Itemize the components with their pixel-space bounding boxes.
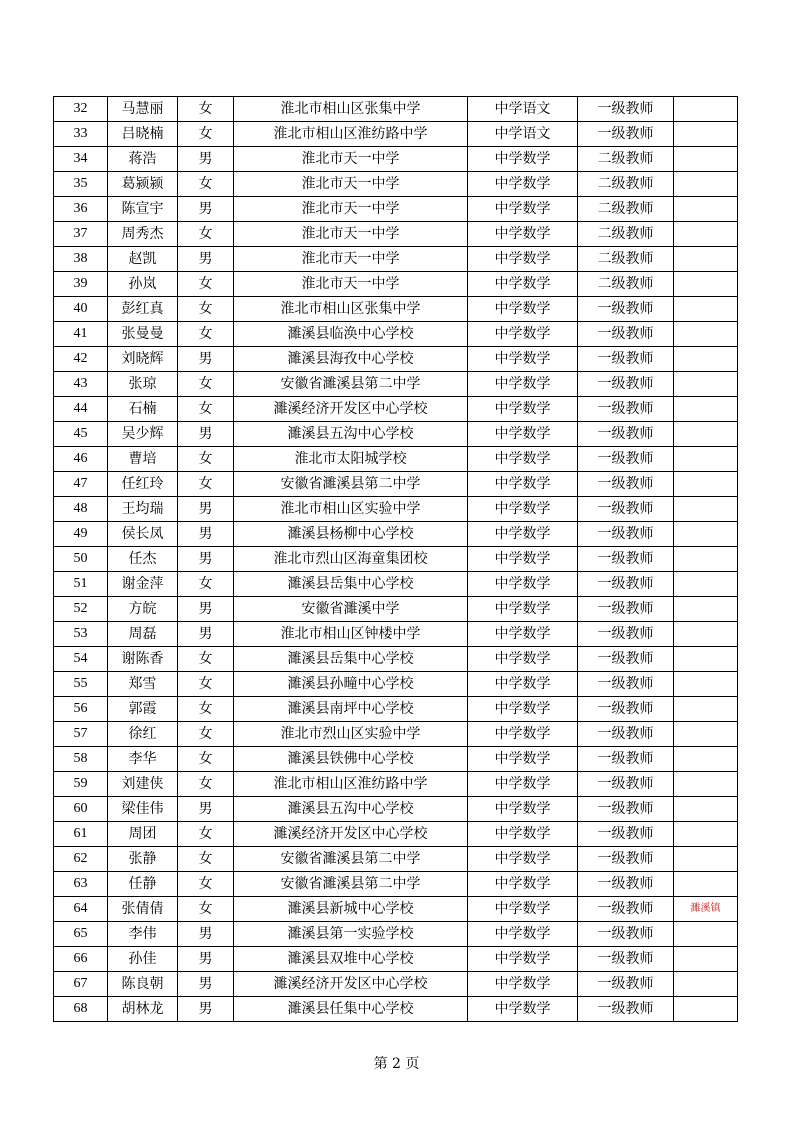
teacher-title-cell: 一级教师 bbox=[578, 672, 674, 697]
table-row bbox=[54, 322, 738, 347]
teacher-title-cell: 二级教师 bbox=[578, 247, 674, 272]
table-row bbox=[54, 272, 738, 297]
teacher-title-cell: 一级教师 bbox=[578, 347, 674, 372]
school-name-cell: 淮北市相山区淮纺路中学 bbox=[234, 122, 468, 147]
subject-cell: 中学数学 bbox=[468, 547, 578, 572]
row-number-cell: 57 bbox=[54, 722, 108, 747]
subject-cell: 中学数学 bbox=[468, 697, 578, 722]
teacher-title-cell: 一级教师 bbox=[578, 747, 674, 772]
subject-cell: 中学语文 bbox=[468, 122, 578, 147]
table-row bbox=[54, 947, 738, 972]
row-number-cell: 65 bbox=[54, 922, 108, 947]
teacher-title-cell: 一级教师 bbox=[578, 722, 674, 747]
subject-cell: 中学数学 bbox=[468, 997, 578, 1022]
teacher-title-cell: 一级教师 bbox=[578, 647, 674, 672]
school-name-cell: 濉溪县海孜中心学校 bbox=[234, 347, 468, 372]
remark-cell bbox=[674, 772, 738, 797]
subject-cell: 中学数学 bbox=[468, 197, 578, 222]
remark-cell bbox=[674, 247, 738, 272]
teacher-title-cell: 一级教师 bbox=[578, 997, 674, 1022]
teacher-gender-cell: 男 bbox=[178, 947, 234, 972]
remark-cell bbox=[674, 272, 738, 297]
teacher-gender-cell: 男 bbox=[178, 622, 234, 647]
table-row bbox=[54, 872, 738, 897]
row-number-cell: 39 bbox=[54, 272, 108, 297]
school-name-cell: 安徽省濉溪县第二中学 bbox=[234, 472, 468, 497]
teacher-name-cell: 陈良朝 bbox=[108, 972, 178, 997]
teacher-gender-cell: 女 bbox=[178, 97, 234, 122]
subject-cell: 中学数学 bbox=[468, 272, 578, 297]
remark-cell bbox=[674, 972, 738, 997]
row-number-cell: 53 bbox=[54, 622, 108, 647]
row-number-cell: 33 bbox=[54, 122, 108, 147]
teacher-gender-cell: 男 bbox=[178, 547, 234, 572]
row-number-cell: 62 bbox=[54, 847, 108, 872]
table-row bbox=[54, 697, 738, 722]
school-name-cell: 淮北市天一中学 bbox=[234, 197, 468, 222]
subject-cell: 中学数学 bbox=[468, 597, 578, 622]
remark-cell bbox=[674, 322, 738, 347]
remark-cell: 濉溪镇 bbox=[674, 897, 738, 922]
subject-cell: 中学数学 bbox=[468, 622, 578, 647]
teacher-title-cell: 一级教师 bbox=[578, 797, 674, 822]
teacher-gender-cell: 男 bbox=[178, 597, 234, 622]
school-name-cell: 濉溪县五沟中心学校 bbox=[234, 422, 468, 447]
row-number-cell: 50 bbox=[54, 547, 108, 572]
table-row bbox=[54, 897, 738, 922]
row-number-cell: 52 bbox=[54, 597, 108, 622]
teacher-gender-cell: 女 bbox=[178, 222, 234, 247]
teacher-title-cell: 一级教师 bbox=[578, 597, 674, 622]
teacher-gender-cell: 男 bbox=[178, 347, 234, 372]
teacher-name-cell: 蒋浩 bbox=[108, 147, 178, 172]
teacher-gender-cell: 男 bbox=[178, 997, 234, 1022]
remark-cell bbox=[674, 822, 738, 847]
teacher-name-cell: 石楠 bbox=[108, 397, 178, 422]
remark-cell bbox=[674, 872, 738, 897]
school-name-cell: 濉溪县岳集中心学校 bbox=[234, 572, 468, 597]
remark-cell bbox=[674, 522, 738, 547]
teacher-title-cell: 一级教师 bbox=[578, 297, 674, 322]
table-row bbox=[54, 372, 738, 397]
table-row bbox=[54, 672, 738, 697]
teacher-name-cell: 刘建侠 bbox=[108, 772, 178, 797]
subject-cell: 中学数学 bbox=[468, 472, 578, 497]
subject-cell: 中学数学 bbox=[468, 422, 578, 447]
school-name-cell: 淮北市天一中学 bbox=[234, 247, 468, 272]
teacher-name-cell: 张静 bbox=[108, 847, 178, 872]
school-name-cell: 淮北市天一中学 bbox=[234, 272, 468, 297]
teacher-name-cell: 马慧丽 bbox=[108, 97, 178, 122]
remark-cell bbox=[674, 572, 738, 597]
teacher-name-cell: 侯长凤 bbox=[108, 522, 178, 547]
table-row bbox=[54, 247, 738, 272]
subject-cell: 中学数学 bbox=[468, 297, 578, 322]
subject-cell: 中学数学 bbox=[468, 772, 578, 797]
subject-cell: 中学数学 bbox=[468, 247, 578, 272]
table-row bbox=[54, 772, 738, 797]
school-name-cell: 淮北市相山区淮纺路中学 bbox=[234, 772, 468, 797]
school-name-cell: 濉溪县新城中心学校 bbox=[234, 897, 468, 922]
table-row bbox=[54, 497, 738, 522]
subject-cell: 中学数学 bbox=[468, 447, 578, 472]
subject-cell: 中学数学 bbox=[468, 147, 578, 172]
school-name-cell: 淮北市天一中学 bbox=[234, 222, 468, 247]
remark-cell bbox=[674, 97, 738, 122]
table-row bbox=[54, 122, 738, 147]
school-name-cell: 濉溪经济开发区中心学校 bbox=[234, 397, 468, 422]
teacher-gender-cell: 女 bbox=[178, 122, 234, 147]
row-number-cell: 48 bbox=[54, 497, 108, 522]
school-name-cell: 安徽省濉溪县第二中学 bbox=[234, 372, 468, 397]
teacher-gender-cell: 男 bbox=[178, 247, 234, 272]
teacher-name-cell: 葛颍颍 bbox=[108, 172, 178, 197]
table-row bbox=[54, 722, 738, 747]
school-name-cell: 濉溪县南坪中心学校 bbox=[234, 697, 468, 722]
remark-cell bbox=[674, 697, 738, 722]
teacher-name-cell: 孙佳 bbox=[108, 947, 178, 972]
subject-cell: 中学数学 bbox=[468, 397, 578, 422]
table-row bbox=[54, 822, 738, 847]
teacher-title-cell: 二级教师 bbox=[578, 272, 674, 297]
teacher-title-cell: 一级教师 bbox=[578, 697, 674, 722]
subject-cell: 中学数学 bbox=[468, 372, 578, 397]
remark-cell bbox=[674, 922, 738, 947]
teacher-gender-cell: 女 bbox=[178, 447, 234, 472]
row-number-cell: 38 bbox=[54, 247, 108, 272]
teacher-name-cell: 赵凯 bbox=[108, 247, 178, 272]
teacher-title-cell: 一级教师 bbox=[578, 422, 674, 447]
teacher-gender-cell: 男 bbox=[178, 197, 234, 222]
subject-cell: 中学数学 bbox=[468, 572, 578, 597]
teacher-gender-cell: 女 bbox=[178, 722, 234, 747]
school-name-cell: 淮北市天一中学 bbox=[234, 172, 468, 197]
subject-cell: 中学数学 bbox=[468, 172, 578, 197]
teacher-title-cell: 二级教师 bbox=[578, 222, 674, 247]
remark-cell bbox=[674, 597, 738, 622]
teacher-gender-cell: 女 bbox=[178, 297, 234, 322]
row-number-cell: 40 bbox=[54, 297, 108, 322]
teacher-gender-cell: 女 bbox=[178, 397, 234, 422]
table-row bbox=[54, 997, 738, 1022]
teacher-name-cell: 张倩倩 bbox=[108, 897, 178, 922]
teacher-name-cell: 谢金萍 bbox=[108, 572, 178, 597]
teacher-gender-cell: 男 bbox=[178, 522, 234, 547]
subject-cell: 中学数学 bbox=[468, 497, 578, 522]
row-number-cell: 56 bbox=[54, 697, 108, 722]
remark-cell bbox=[674, 197, 738, 222]
teacher-name-cell: 方皖 bbox=[108, 597, 178, 622]
row-number-cell: 54 bbox=[54, 647, 108, 672]
school-name-cell: 濉溪县第一实验学校 bbox=[234, 922, 468, 947]
teacher-name-cell: 吴少辉 bbox=[108, 422, 178, 447]
teacher-gender-cell: 女 bbox=[178, 822, 234, 847]
school-name-cell: 安徽省濉溪县第二中学 bbox=[234, 847, 468, 872]
remark-cell bbox=[674, 347, 738, 372]
table-row bbox=[54, 597, 738, 622]
school-name-cell: 濉溪经济开发区中心学校 bbox=[234, 822, 468, 847]
row-number-cell: 61 bbox=[54, 822, 108, 847]
teacher-gender-cell: 女 bbox=[178, 172, 234, 197]
teacher-title-cell: 一级教师 bbox=[578, 847, 674, 872]
school-name-cell: 濉溪县任集中心学校 bbox=[234, 997, 468, 1022]
teacher-title-cell: 一级教师 bbox=[578, 397, 674, 422]
row-number-cell: 63 bbox=[54, 872, 108, 897]
table-row bbox=[54, 297, 738, 322]
row-number-cell: 36 bbox=[54, 197, 108, 222]
teacher-gender-cell: 女 bbox=[178, 697, 234, 722]
table-body bbox=[54, 97, 738, 1022]
teacher-title-cell: 一级教师 bbox=[578, 322, 674, 347]
teacher-name-cell: 李华 bbox=[108, 747, 178, 772]
row-number-cell: 35 bbox=[54, 172, 108, 197]
remark-cell bbox=[674, 497, 738, 522]
teacher-title-cell: 一级教师 bbox=[578, 97, 674, 122]
table-row bbox=[54, 197, 738, 222]
teacher-name-cell: 周团 bbox=[108, 822, 178, 847]
subject-cell: 中学数学 bbox=[468, 747, 578, 772]
teacher-title-cell: 二级教师 bbox=[578, 147, 674, 172]
school-name-cell: 淮北市相山区钟楼中学 bbox=[234, 622, 468, 647]
table-row bbox=[54, 422, 738, 447]
teacher-gender-cell: 男 bbox=[178, 422, 234, 447]
table-row bbox=[54, 522, 738, 547]
teacher-title-cell: 一级教师 bbox=[578, 522, 674, 547]
teacher-title-cell: 二级教师 bbox=[578, 172, 674, 197]
teacher-gender-cell: 男 bbox=[178, 147, 234, 172]
school-name-cell: 濉溪县铁佛中心学校 bbox=[234, 747, 468, 772]
row-number-cell: 34 bbox=[54, 147, 108, 172]
remark-cell bbox=[674, 172, 738, 197]
teacher-title-cell: 二级教师 bbox=[578, 197, 674, 222]
school-name-cell: 淮北市烈山区实验中学 bbox=[234, 722, 468, 747]
remark-cell bbox=[674, 947, 738, 972]
teacher-name-cell: 郑雪 bbox=[108, 672, 178, 697]
teacher-name-cell: 任静 bbox=[108, 872, 178, 897]
teacher-name-cell: 陈宣宇 bbox=[108, 197, 178, 222]
row-number-cell: 32 bbox=[54, 97, 108, 122]
subject-cell: 中学数学 bbox=[468, 872, 578, 897]
remark-cell bbox=[674, 147, 738, 172]
teacher-title-cell: 一级教师 bbox=[578, 547, 674, 572]
teacher-name-cell: 徐红 bbox=[108, 722, 178, 747]
row-number-cell: 45 bbox=[54, 422, 108, 447]
remark-cell bbox=[674, 997, 738, 1022]
row-number-cell: 68 bbox=[54, 997, 108, 1022]
teacher-gender-cell: 女 bbox=[178, 747, 234, 772]
teacher-title-cell: 一级教师 bbox=[578, 972, 674, 997]
remark-cell bbox=[674, 547, 738, 572]
row-number-cell: 64 bbox=[54, 897, 108, 922]
table-row bbox=[54, 647, 738, 672]
remark-cell bbox=[674, 622, 738, 647]
table-row bbox=[54, 972, 738, 997]
teacher-name-cell: 周秀杰 bbox=[108, 222, 178, 247]
teacher-name-cell: 郭霞 bbox=[108, 697, 178, 722]
table-row bbox=[54, 572, 738, 597]
remark-cell bbox=[674, 797, 738, 822]
subject-cell: 中学数学 bbox=[468, 797, 578, 822]
subject-cell: 中学数学 bbox=[468, 897, 578, 922]
teacher-name-cell: 张琼 bbox=[108, 372, 178, 397]
school-name-cell: 淮北市相山区张集中学 bbox=[234, 97, 468, 122]
teacher-name-cell: 谢陈香 bbox=[108, 647, 178, 672]
teacher-title-cell: 一级教师 bbox=[578, 372, 674, 397]
teacher-gender-cell: 女 bbox=[178, 872, 234, 897]
table-row bbox=[54, 347, 738, 372]
row-number-cell: 41 bbox=[54, 322, 108, 347]
subject-cell: 中学数学 bbox=[468, 672, 578, 697]
row-number-cell: 42 bbox=[54, 347, 108, 372]
teacher-roster-table bbox=[53, 96, 738, 1022]
row-number-cell: 49 bbox=[54, 522, 108, 547]
remark-cell bbox=[674, 747, 738, 772]
table-row bbox=[54, 97, 738, 122]
row-number-cell: 60 bbox=[54, 797, 108, 822]
subject-cell: 中学数学 bbox=[468, 322, 578, 347]
teacher-gender-cell: 女 bbox=[178, 322, 234, 347]
teacher-name-cell: 刘晓辉 bbox=[108, 347, 178, 372]
remark-cell bbox=[674, 397, 738, 422]
row-number-cell: 55 bbox=[54, 672, 108, 697]
table-row bbox=[54, 472, 738, 497]
row-number-cell: 67 bbox=[54, 972, 108, 997]
school-name-cell: 濉溪县五沟中心学校 bbox=[234, 797, 468, 822]
remark-cell bbox=[674, 222, 738, 247]
remark-cell bbox=[674, 847, 738, 872]
teacher-title-cell: 一级教师 bbox=[578, 947, 674, 972]
table-row bbox=[54, 172, 738, 197]
subject-cell: 中学数学 bbox=[468, 222, 578, 247]
table-row bbox=[54, 847, 738, 872]
table-row bbox=[54, 922, 738, 947]
teacher-title-cell: 一级教师 bbox=[578, 622, 674, 647]
teacher-gender-cell: 女 bbox=[178, 572, 234, 597]
school-name-cell: 濉溪县双堆中心学校 bbox=[234, 947, 468, 972]
teacher-gender-cell: 女 bbox=[178, 272, 234, 297]
school-name-cell: 淮北市烈山区海童集团校 bbox=[234, 547, 468, 572]
remark-cell bbox=[674, 672, 738, 697]
teacher-title-cell: 一级教师 bbox=[578, 122, 674, 147]
remark-cell bbox=[674, 122, 738, 147]
teacher-gender-cell: 女 bbox=[178, 647, 234, 672]
row-number-cell: 66 bbox=[54, 947, 108, 972]
school-name-cell: 濉溪经济开发区中心学校 bbox=[234, 972, 468, 997]
table-row bbox=[54, 397, 738, 422]
school-name-cell: 淮北市相山区张集中学 bbox=[234, 297, 468, 322]
row-number-cell: 44 bbox=[54, 397, 108, 422]
teacher-gender-cell: 女 bbox=[178, 472, 234, 497]
teacher-gender-cell: 女 bbox=[178, 897, 234, 922]
teacher-gender-cell: 女 bbox=[178, 672, 234, 697]
table-row bbox=[54, 222, 738, 247]
remark-cell bbox=[674, 422, 738, 447]
row-number-cell: 43 bbox=[54, 372, 108, 397]
teacher-gender-cell: 男 bbox=[178, 497, 234, 522]
table-row bbox=[54, 447, 738, 472]
teacher-name-cell: 孙岚 bbox=[108, 272, 178, 297]
row-number-cell: 46 bbox=[54, 447, 108, 472]
row-number-cell: 59 bbox=[54, 772, 108, 797]
teacher-name-cell: 梁佳伟 bbox=[108, 797, 178, 822]
school-name-cell: 濉溪县杨柳中心学校 bbox=[234, 522, 468, 547]
school-name-cell: 淮北市太阳城学校 bbox=[234, 447, 468, 472]
teacher-name-cell: 李伟 bbox=[108, 922, 178, 947]
teacher-title-cell: 一级教师 bbox=[578, 772, 674, 797]
school-name-cell: 濉溪县岳集中心学校 bbox=[234, 647, 468, 672]
teacher-name-cell: 王均瑞 bbox=[108, 497, 178, 522]
row-number-cell: 47 bbox=[54, 472, 108, 497]
teacher-title-cell: 一级教师 bbox=[578, 897, 674, 922]
table-row bbox=[54, 147, 738, 172]
teacher-title-cell: 一级教师 bbox=[578, 447, 674, 472]
teacher-title-cell: 一级教师 bbox=[578, 872, 674, 897]
subject-cell: 中学数学 bbox=[468, 822, 578, 847]
school-name-cell: 安徽省濉溪中学 bbox=[234, 597, 468, 622]
teacher-title-cell: 一级教师 bbox=[578, 822, 674, 847]
teacher-name-cell: 任杰 bbox=[108, 547, 178, 572]
teacher-name-cell: 任红玲 bbox=[108, 472, 178, 497]
table-row bbox=[54, 547, 738, 572]
teacher-title-cell: 一级教师 bbox=[578, 497, 674, 522]
school-name-cell: 淮北市天一中学 bbox=[234, 147, 468, 172]
teacher-name-cell: 张曼曼 bbox=[108, 322, 178, 347]
teacher-gender-cell: 男 bbox=[178, 972, 234, 997]
subject-cell: 中学数学 bbox=[468, 922, 578, 947]
teacher-name-cell: 彭红真 bbox=[108, 297, 178, 322]
school-name-cell: 淮北市相山区实验中学 bbox=[234, 497, 468, 522]
remark-cell bbox=[674, 472, 738, 497]
teacher-gender-cell: 男 bbox=[178, 922, 234, 947]
table-row bbox=[54, 797, 738, 822]
subject-cell: 中学数学 bbox=[468, 722, 578, 747]
table-row bbox=[54, 622, 738, 647]
remark-cell bbox=[674, 297, 738, 322]
school-name-cell: 濉溪县孙疃中心学校 bbox=[234, 672, 468, 697]
subject-cell: 中学数学 bbox=[468, 947, 578, 972]
row-number-cell: 58 bbox=[54, 747, 108, 772]
teacher-gender-cell: 女 bbox=[178, 847, 234, 872]
remark-cell bbox=[674, 447, 738, 472]
teacher-name-cell: 胡林龙 bbox=[108, 997, 178, 1022]
subject-cell: 中学数学 bbox=[468, 522, 578, 547]
teacher-name-cell: 吕晓楠 bbox=[108, 122, 178, 147]
teacher-title-cell: 一级教师 bbox=[578, 572, 674, 597]
row-number-cell: 51 bbox=[54, 572, 108, 597]
subject-cell: 中学数学 bbox=[468, 972, 578, 997]
teacher-title-cell: 一级教师 bbox=[578, 472, 674, 497]
school-name-cell: 濉溪县临涣中心学校 bbox=[234, 322, 468, 347]
subject-cell: 中学数学 bbox=[468, 647, 578, 672]
remark-cell bbox=[674, 722, 738, 747]
school-name-cell: 安徽省濉溪县第二中学 bbox=[234, 872, 468, 897]
page-number: 第 2 页 bbox=[373, 1056, 420, 1072]
teacher-gender-cell: 男 bbox=[178, 797, 234, 822]
subject-cell: 中学数学 bbox=[468, 847, 578, 872]
teacher-name-cell: 周磊 bbox=[108, 622, 178, 647]
table-row bbox=[54, 747, 738, 772]
teacher-gender-cell: 女 bbox=[178, 372, 234, 397]
row-number-cell: 37 bbox=[54, 222, 108, 247]
subject-cell: 中学语文 bbox=[468, 97, 578, 122]
teacher-name-cell: 曹培 bbox=[108, 447, 178, 472]
subject-cell: 中学数学 bbox=[468, 347, 578, 372]
remark-cell bbox=[674, 372, 738, 397]
remark-cell bbox=[674, 647, 738, 672]
teacher-gender-cell: 女 bbox=[178, 772, 234, 797]
teacher-title-cell: 一级教师 bbox=[578, 922, 674, 947]
